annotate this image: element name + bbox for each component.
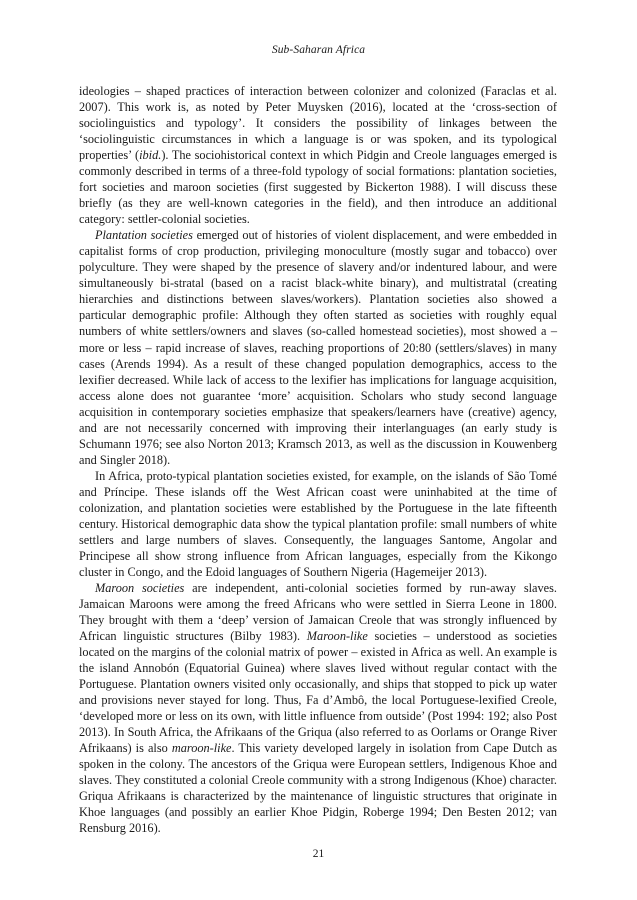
paragraph: ideologies – shaped practices of interaction between colonizer and colonized (Faraclas et al. 2007). This work is, as noted by Peter Muysken (2016), located at the ‘cross-section of sociolinguistics and typology’. It considers the possibility of linkages between the ‘sociolinguistic circumstances in which a language is or was spoken, and its typological properties’ (ibid.). The sociohistorical context in which Pidgin and Creole languages emerged is commonly described in terms of a three-fold typology of social formations: plantation societies, fort societies and maroon societies (first suggested by Bickerton 1988). I will discuss these briefly (as they are well-known categories in the field), and then introduce an additional category: settler-colonial societies. (79, 84, 557, 227)
body-text (79, 83, 557, 836)
page-number: 21 (312, 848, 325, 860)
running-head: Sub-Saharan Africa (271, 44, 366, 56)
paragraph: In Africa, proto-typical plantation societies existed, for example, on the islands of São Tomé and Príncipe. These islands off the West African coast were uninhabited at the time of colonization, and plantation societies were established by the Portuguese in the late fifteenth century. Historical demographic data show the typical plantation profile: small numbers of white settlers and large numbers of slaves. Consequently, the languages Santome, Angolar and Principese all show strong influence from African languages, especially from the Kikongo cluster in Congo, and the Edoid languages of Southern Nigeria (Hagemeijer 2013). (79, 468, 557, 579)
paragraph: Maroon societies are independent, anti-colonial societies formed by run-away slaves. Jamaican Maroons were among the freed Africans who were settled in Sierra Leone in 1800. They brought with them a ‘deep’ version of Jamaican Creole that was strongly influenced by African linguistic structures (Bilby 1983). Maroon-like societies – understood as societies located on the margins of the colonial matrix of power – existed in Africa as well. An example is the island Annobón (Equatorial Guinea) where slaves lived without regular contact with the Portuguese. Plantation owners visited only occasionally, and ships that stopped to pick up water and provisions never stayed for long. Thus, Fa d’Ambô, the local Portuguese-lexified Creole, ‘developed more or less on its own, with little influence from outside’ (Post 1994: 192; also Post 2013). In South Africa, the Afrikaans of the Griqua (also referred to as Oorlams or Orange River Afrikaans) is also maroon-like. This variety developed largely in isolation from Cape Dutch as spoken in the colony. The ancestors of the Griqua were European settlers, Indigenous Khoe and slaves. They constituted a colonial Creole community with a strong Indigenous (Khoe) character. Griqua Afrikaans is characterized by the maintenance of linguistic structures that originate in Khoe languages (and possibly an earlier Khoe Pidgin, Roberge 1994; Den Besten 2012; van Rensburg 2016). (79, 580, 557, 836)
paragraph: Plantation societies emerged out of histories of violent displacement, and were embedded in capitalist forms of crop production, privileging monoculture (mostly sugar and tobacco) over polyculture. They were shaped by the presence of slavery and/or indentured labour, and were simultaneously bi-stratal (based on a racist black-white binary), and multistratal (creating hierarchies and distinctions between slaves/workers). Plantation societies also showed a particular demographic profile: Although they often started as societies with roughly equal numbers of white settlers/owners and slaves (so-called homestead societies), most showed a – more or less – rapid increase of slaves, reaching proportions of 20:80 (settlers/slaves) in many cases (Arends 1994). As a result of these changed population demographics, access to the lexifier decreased. While lack of access to the lexifier has implications for language acquisition, access alone does not guarantee ‘more’ acquisition. Scholars who study second language acquisition in contemporary societies emphasize that speakers/learners have (creative) agency, and are not necessarily concerned with improving their interlanguages (an early study is Schumann 1976; see also Norton 2013; Kramsch 2013, as well as the discussion in Kouwenberg and Singler 2018). (79, 228, 557, 467)
